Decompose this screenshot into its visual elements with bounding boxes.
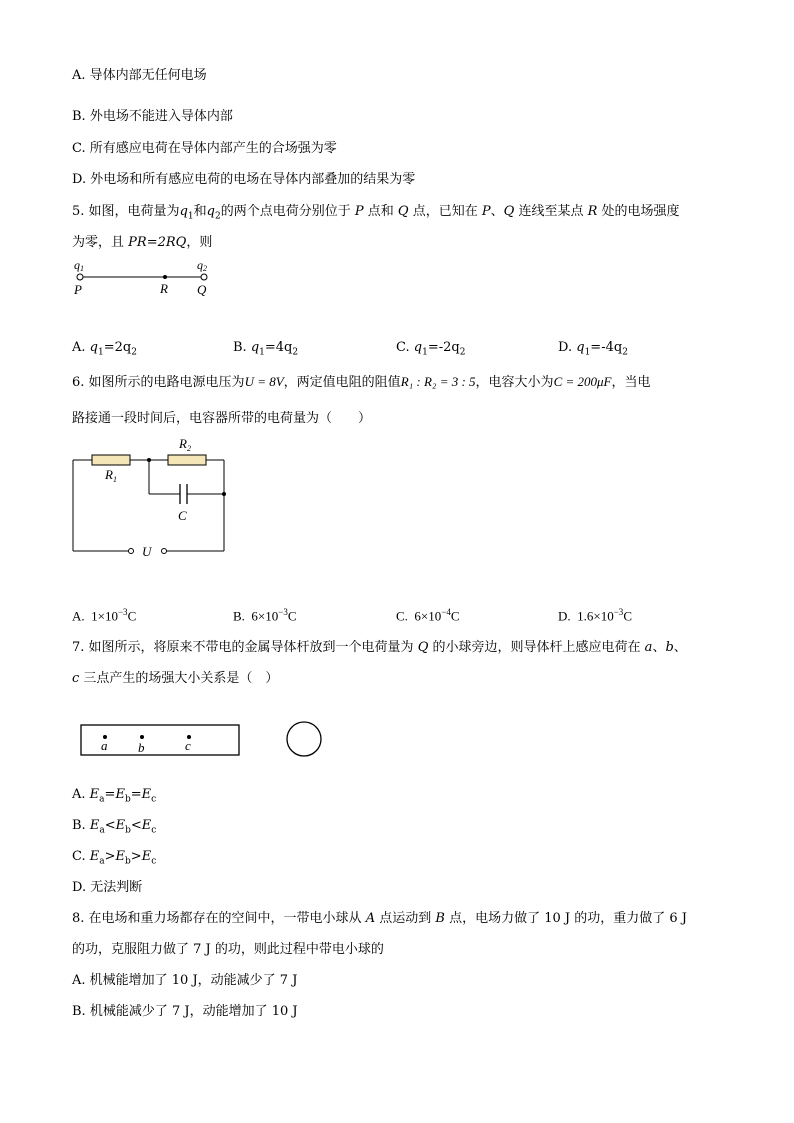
q7-option-d: D. 无法判断 [72, 880, 143, 895]
label-r2: $R_2$ [179, 436, 191, 453]
q8-stem-line2: 的功，克服阻力做了 7 J 的功，则此过程中带电小球的 [72, 942, 384, 957]
q5-option-b: B. $q_1=4q_2$ [233, 340, 299, 358]
terminal-right [162, 549, 167, 554]
label-q2: q2 [197, 258, 207, 273]
point-r [163, 275, 167, 279]
q7-option-c: C. $E_a>E_b>E_c$ [72, 849, 157, 867]
point-b [140, 735, 144, 739]
label-p: P [74, 282, 82, 297]
q6-option-c: C. $6\times 10^{-4}C$ [396, 607, 460, 624]
point-p [77, 274, 83, 280]
q5-stem-line2: 为零，且 PR=2RQ，则 [72, 235, 213, 250]
charged-ball [287, 722, 321, 756]
q6-option-d: D. $1.6\times 10^{-3}C$ [558, 607, 632, 624]
q5-option-d: D. $q_1=-4q_2$ [558, 340, 628, 358]
q8-option-b: B. 机械能减少了 7 J，动能增加了 10 J [72, 1004, 298, 1019]
q7-stem-line2: c 三点产生的场强大小关系是（ ） [72, 671, 279, 686]
q4-option-a: A. 导体内部无任何电场 [72, 68, 207, 83]
q6-option-a: A. $1\times 10^{-3}C$ [72, 607, 137, 624]
q7-option-b: B. $E_a<E_b<E_c$ [72, 818, 157, 836]
q4-option-b: B. 外电场不能进入导体内部 [72, 109, 233, 124]
label-a: a [101, 738, 108, 753]
point-q [201, 274, 207, 280]
label-b: b [138, 740, 145, 755]
q6-stem-line2: 路接通一段时间后，电容器所带的电荷量为（ ） [72, 411, 372, 426]
label-q1: q1 [74, 258, 84, 273]
q6-circuit-figure [70, 432, 235, 562]
label-r1: $R_1$ [105, 467, 117, 484]
q4-option-d: D. 外电场和所有感应电荷的电场在导体内部叠加的结果为零 [72, 172, 416, 187]
q8-stem-line1: 8. 在电场和重力场都存在的空间中，一带电小球从 A 点运动到 B 点，电场力做了 10 J 的功，重力做了 6 J [72, 911, 687, 926]
resistor-r1 [92, 455, 130, 465]
q5-figure [70, 256, 220, 301]
resistor-r2 [168, 455, 206, 465]
q5-option-a: A. $q_1=2q_2$ [72, 340, 137, 358]
q7-figure [80, 718, 330, 763]
q7-stem-line1: 7. 如图所示，将原来不带电的金属导体杆放到一个电荷量为 Q 的小球旁边，则导体杆上感应电荷在 a、b、 [72, 640, 687, 655]
label-q: Q [197, 282, 207, 297]
label-c: C [178, 508, 187, 523]
q5-stem-line1: 5. 如图，电荷量为$q_1$和$q_2$的两个点电荷分别位于 P 点和 Q 点，已知在 P、Q 连线至某点 R 处的电场强度 [72, 204, 680, 222]
label-c: c [185, 738, 191, 753]
q6-option-b: B. $6\times 10^{-3}C$ [233, 607, 297, 624]
q8-option-a: A. 机械能增加了 10 J，动能减少了 7 J [72, 973, 298, 988]
label-u: U [142, 544, 152, 559]
q6-stem-line1: 6. 如图所示的电路电源电压为U = 8V，两定值电阻的阻值R₁ : R₂ = 3 : 5，电容大小为C = 200μF，当电 [72, 374, 651, 390]
label-r: R [160, 281, 168, 296]
q7-option-a: A. $E_a=E_b=E_c$ [72, 787, 157, 805]
q4-option-c: C. 所有感应电荷在导体内部产生的合场强为零 [72, 141, 337, 156]
q5-option-c: C. $q_1=-2q_2$ [396, 340, 466, 358]
terminal-left [129, 549, 134, 554]
